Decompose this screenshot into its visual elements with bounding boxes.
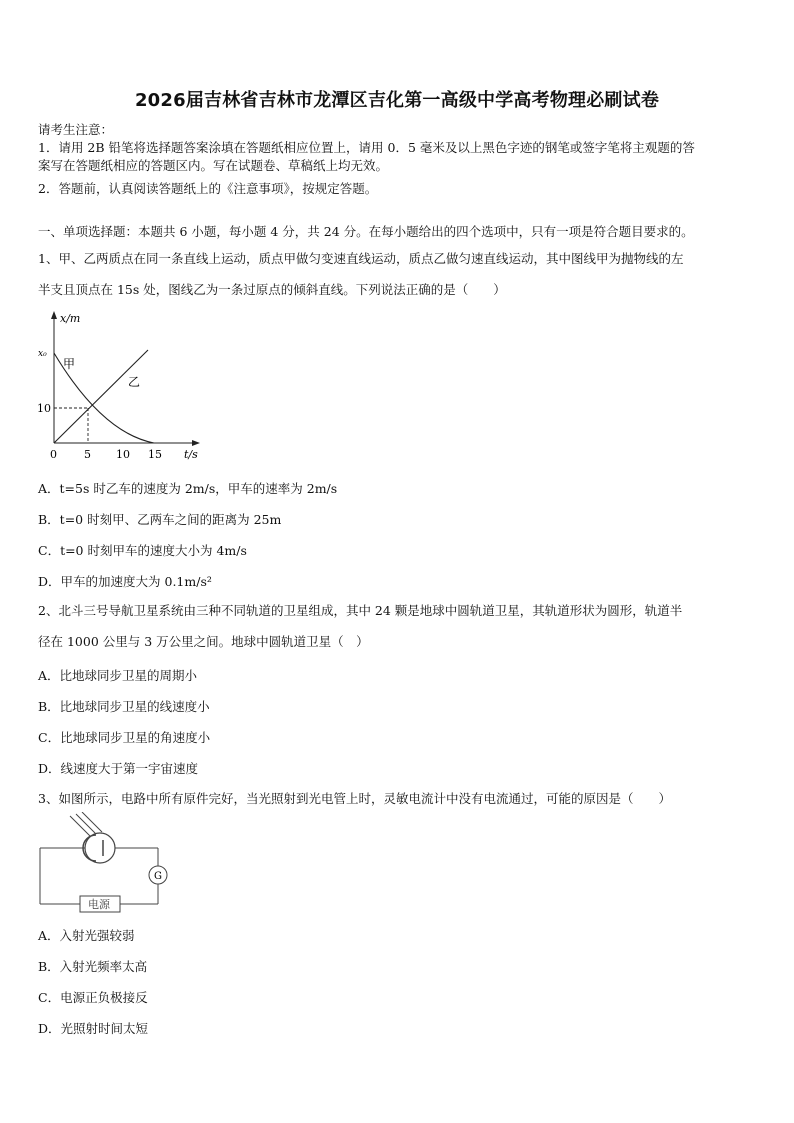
question-3-circuit-figure <box>36 812 176 916</box>
line-label-yi: 乙 <box>128 375 141 389</box>
notice-item-1-line-2: 案写在答题纸相应的答题区内。写在试题卷、草稿纸上均无效。 <box>38 158 389 173</box>
x-tick-15: 15 <box>148 448 162 461</box>
question-1-option-c: C．t=0 时刻甲车的速度大小为 4m/s <box>38 543 247 558</box>
x-tick-0: 0 <box>50 448 57 461</box>
question-3-option-b: B．入射光频率太高 <box>38 959 148 974</box>
y-tick-10: 10 <box>37 402 51 415</box>
power-source-label: 电源 <box>88 898 110 911</box>
notice-heading: 请考生注意： <box>38 122 114 137</box>
y-axis-arrow <box>51 311 57 319</box>
question-1-line-1: 1、甲、乙两质点在同一条直线上运动，质点甲做匀变速直线运动，质点乙做匀速直线运动，其中图线甲为抛物线的左 <box>38 251 684 266</box>
question-1-option-d: D．甲车的加速度大为 0.1m/s² <box>38 574 212 589</box>
light-ray <box>70 816 90 836</box>
page-title: 2026届吉林省吉林市龙潭区吉化第一高级中学高考物理必刷试卷 <box>134 90 660 111</box>
y-tick-x0: x₀ <box>38 349 47 359</box>
x-tick-10: 10 <box>116 448 130 461</box>
question-2-option-d: D．线速度大于第一宇宙速度 <box>38 761 199 776</box>
notice-item-1-line-1: 1．请用 2B 铅笔将选择题答案涂填在答题纸相应位置上，请用 0．5 毫米及以上黑色字迹的钢笔或签字笔将主观题的答 <box>38 140 695 155</box>
y-axis-label: x/m <box>60 312 81 325</box>
question-3-option-a: A．入射光强较弱 <box>38 928 135 943</box>
notice-item-2: 2．答题前，认真阅读答题纸上的《注意事项》，按规定答题。 <box>38 181 378 196</box>
question-2-line-2: 径在 1000 公里与 3 万公里之间。地球中圆轨道卫星（ ） <box>38 634 369 649</box>
light-ray <box>76 814 96 834</box>
question-1-xt-graph <box>34 306 209 464</box>
question-2-line-1: 2、北斗三号导航卫星系统由三种不同轨道的卫星组成，其中 24 颗是地球中圆轨道卫星，其轨道形状为圆形，轨道半 <box>38 603 683 618</box>
section-heading: 一、单项选择题：本题共 6 小题，每小题 4 分，共 24 分。在每小题给出的四个选项中，只有一项是符合题目要求的。 <box>38 224 694 239</box>
question-2-option-b: B．比地球同步卫星的线速度小 <box>38 699 210 714</box>
question-2-option-c: C．比地球同步卫星的角速度小 <box>38 730 211 745</box>
question-3-option-d: D．光照射时间太短 <box>38 1021 149 1036</box>
galvanometer-label: G <box>154 871 162 882</box>
curve-label-jia: 甲 <box>63 357 76 371</box>
question-1-option-a: A．t=5s 时乙车的速度为 2m/s，甲车的速率为 2m/s <box>38 481 338 496</box>
light-ray <box>82 812 102 832</box>
x-axis-arrow <box>192 440 200 446</box>
question-3-option-c: C．电源正负极接反 <box>38 990 148 1005</box>
x-axis-label: t/s <box>184 448 198 461</box>
question-2-option-a: A．比地球同步卫星的周期小 <box>38 668 198 683</box>
question-3-line-1: 3、如图所示，电路中所有原件完好，当光照射到光电管上时，灵敏电流计中没有电流通过，可能的原因是（ ） <box>38 791 671 806</box>
question-1-line-2: 半支且顶点在 15s 处，图线乙为一条过原点的倾斜直线。下列说法正确的是（ ） <box>38 282 506 297</box>
question-1-option-b: B．t=0 时刻甲、乙两车之间的距离为 25m <box>38 512 282 527</box>
x-tick-5: 5 <box>84 448 91 461</box>
